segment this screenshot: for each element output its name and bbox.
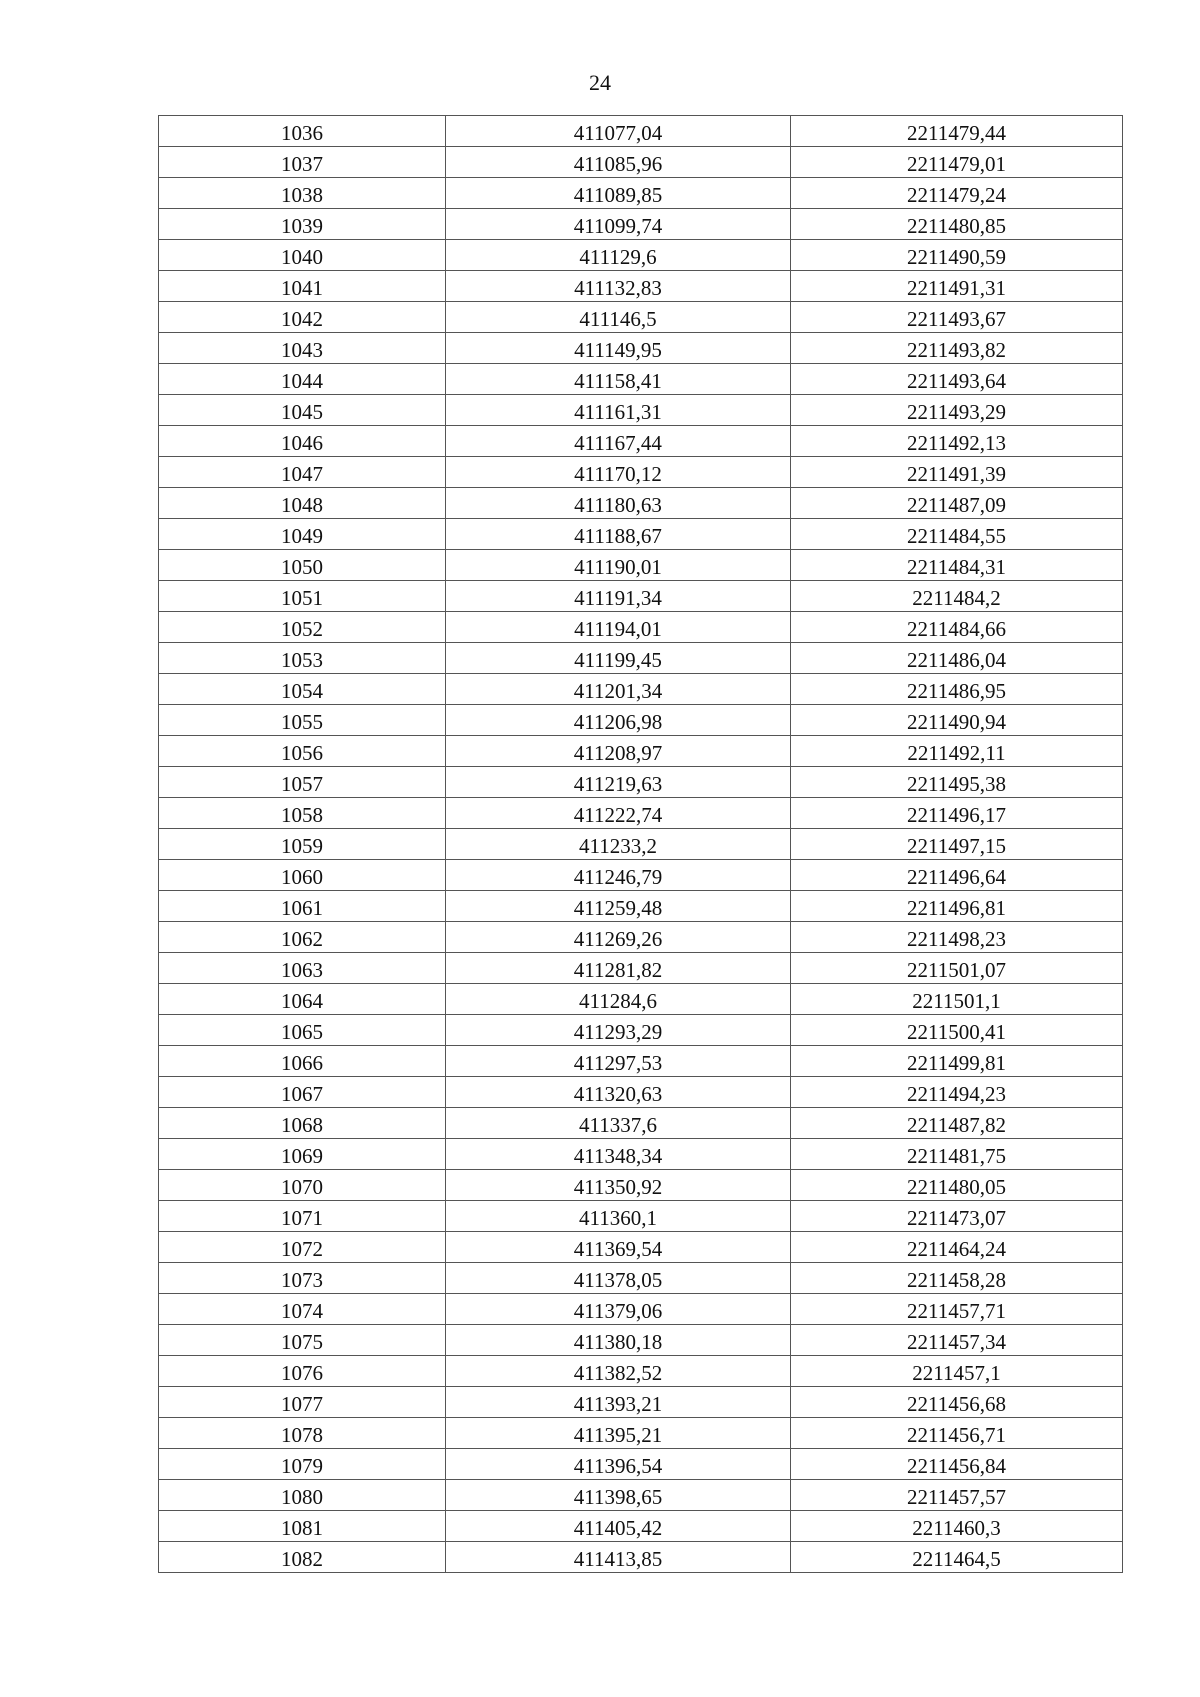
y-coordinate-cell: 2211498,23 (791, 922, 1123, 953)
point-number-cell: 1053 (159, 643, 446, 674)
point-number-cell: 1068 (159, 1108, 446, 1139)
y-coordinate-cell: 2211484,66 (791, 612, 1123, 643)
point-number-cell: 1059 (159, 829, 446, 860)
point-number-cell: 1058 (159, 798, 446, 829)
table-row (159, 519, 1123, 550)
point-number-cell: 1076 (159, 1356, 446, 1387)
table-row (159, 1232, 1123, 1263)
table-row (159, 1449, 1123, 1480)
table-row (159, 1480, 1123, 1511)
y-coordinate-cell: 2211480,05 (791, 1170, 1123, 1201)
x-coordinate-cell: 411161,31 (446, 395, 791, 426)
table-row (159, 984, 1123, 1015)
x-coordinate-cell: 411281,82 (446, 953, 791, 984)
point-number-cell: 1038 (159, 178, 446, 209)
point-number-cell: 1062 (159, 922, 446, 953)
point-number-cell: 1064 (159, 984, 446, 1015)
y-coordinate-cell: 2211480,85 (791, 209, 1123, 240)
x-coordinate-cell: 411132,83 (446, 271, 791, 302)
y-coordinate-cell: 2211497,15 (791, 829, 1123, 860)
point-number-cell: 1045 (159, 395, 446, 426)
point-number-cell: 1048 (159, 488, 446, 519)
point-number-cell: 1060 (159, 860, 446, 891)
x-coordinate-cell: 411269,26 (446, 922, 791, 953)
point-number-cell: 1067 (159, 1077, 446, 1108)
y-coordinate-cell: 2211457,1 (791, 1356, 1123, 1387)
y-coordinate-cell: 2211496,17 (791, 798, 1123, 829)
x-coordinate-cell: 411188,67 (446, 519, 791, 550)
point-number-cell: 1073 (159, 1263, 446, 1294)
page-number: 24 (589, 70, 611, 95)
point-number-cell: 1061 (159, 891, 446, 922)
table-row (159, 1170, 1123, 1201)
x-coordinate-cell: 411393,21 (446, 1387, 791, 1418)
x-coordinate-cell: 411167,44 (446, 426, 791, 457)
table-row (159, 1077, 1123, 1108)
x-coordinate-cell: 411170,12 (446, 457, 791, 488)
y-coordinate-cell: 2211484,31 (791, 550, 1123, 581)
table-row (159, 116, 1123, 147)
x-coordinate-cell: 411382,52 (446, 1356, 791, 1387)
point-number-cell: 1080 (159, 1480, 446, 1511)
table-row (159, 736, 1123, 767)
point-number-cell: 1063 (159, 953, 446, 984)
x-coordinate-cell: 411284,6 (446, 984, 791, 1015)
y-coordinate-cell: 2211481,75 (791, 1139, 1123, 1170)
x-coordinate-cell: 411246,79 (446, 860, 791, 891)
x-coordinate-cell: 411146,5 (446, 302, 791, 333)
y-coordinate-cell: 2211484,55 (791, 519, 1123, 550)
table-row (159, 1263, 1123, 1294)
table-row (159, 147, 1123, 178)
x-coordinate-cell: 411337,6 (446, 1108, 791, 1139)
y-coordinate-cell: 2211464,24 (791, 1232, 1123, 1263)
point-number-cell: 1065 (159, 1015, 446, 1046)
point-number-cell: 1074 (159, 1294, 446, 1325)
table-row (159, 1356, 1123, 1387)
table-row (159, 1046, 1123, 1077)
x-coordinate-cell: 411129,6 (446, 240, 791, 271)
x-coordinate-cell: 411099,74 (446, 209, 791, 240)
x-coordinate-cell: 411201,34 (446, 674, 791, 705)
point-number-cell: 1042 (159, 302, 446, 333)
point-number-cell: 1039 (159, 209, 446, 240)
x-coordinate-cell: 411293,29 (446, 1015, 791, 1046)
y-coordinate-cell: 2211460,3 (791, 1511, 1123, 1542)
table-row (159, 767, 1123, 798)
x-coordinate-cell: 411259,48 (446, 891, 791, 922)
table-row (159, 333, 1123, 364)
y-coordinate-cell: 2211496,64 (791, 860, 1123, 891)
point-number-cell: 1043 (159, 333, 446, 364)
x-coordinate-cell: 411158,41 (446, 364, 791, 395)
point-number-cell: 1081 (159, 1511, 446, 1542)
y-coordinate-cell: 2211456,71 (791, 1418, 1123, 1449)
table-row (159, 271, 1123, 302)
table-row (159, 643, 1123, 674)
x-coordinate-cell: 411077,04 (446, 116, 791, 147)
point-number-cell: 1052 (159, 612, 446, 643)
table-row (159, 829, 1123, 860)
x-coordinate-cell: 411297,53 (446, 1046, 791, 1077)
table-row (159, 1325, 1123, 1356)
y-coordinate-cell: 2211487,09 (791, 488, 1123, 519)
y-coordinate-cell: 2211464,5 (791, 1542, 1123, 1573)
coordinates-table-body (159, 116, 1123, 1573)
table-row (159, 1139, 1123, 1170)
table-row (159, 1294, 1123, 1325)
x-coordinate-cell: 411194,01 (446, 612, 791, 643)
table-row (159, 1542, 1123, 1573)
table-row (159, 922, 1123, 953)
table-row (159, 1108, 1123, 1139)
table-row (159, 891, 1123, 922)
x-coordinate-cell: 411191,34 (446, 581, 791, 612)
y-coordinate-cell: 2211479,01 (791, 147, 1123, 178)
point-number-cell: 1069 (159, 1139, 446, 1170)
point-number-cell: 1036 (159, 116, 446, 147)
table-row (159, 364, 1123, 395)
table-row (159, 1015, 1123, 1046)
point-number-cell: 1078 (159, 1418, 446, 1449)
point-number-cell: 1046 (159, 426, 446, 457)
x-coordinate-cell: 411398,65 (446, 1480, 791, 1511)
point-number-cell: 1040 (159, 240, 446, 271)
y-coordinate-cell: 2211493,29 (791, 395, 1123, 426)
y-coordinate-cell: 2211495,38 (791, 767, 1123, 798)
y-coordinate-cell: 2211491,31 (791, 271, 1123, 302)
y-coordinate-cell: 2211479,24 (791, 178, 1123, 209)
point-number-cell: 1056 (159, 736, 446, 767)
table-row (159, 1201, 1123, 1232)
y-coordinate-cell: 2211490,94 (791, 705, 1123, 736)
y-coordinate-cell: 2211491,39 (791, 457, 1123, 488)
table-row (159, 550, 1123, 581)
point-number-cell: 1072 (159, 1232, 446, 1263)
y-coordinate-cell: 2211458,28 (791, 1263, 1123, 1294)
x-coordinate-cell: 411405,42 (446, 1511, 791, 1542)
table-row (159, 240, 1123, 271)
y-coordinate-cell: 2211493,82 (791, 333, 1123, 364)
x-coordinate-cell: 411180,63 (446, 488, 791, 519)
x-coordinate-cell: 411085,96 (446, 147, 791, 178)
point-number-cell: 1037 (159, 147, 446, 178)
y-coordinate-cell: 2211493,67 (791, 302, 1123, 333)
table-row (159, 1511, 1123, 1542)
point-number-cell: 1055 (159, 705, 446, 736)
y-coordinate-cell: 2211501,07 (791, 953, 1123, 984)
point-number-cell: 1051 (159, 581, 446, 612)
table-row (159, 581, 1123, 612)
x-coordinate-cell: 411395,21 (446, 1418, 791, 1449)
table-row (159, 395, 1123, 426)
point-number-cell: 1050 (159, 550, 446, 581)
table-row (159, 953, 1123, 984)
table-row (159, 1418, 1123, 1449)
y-coordinate-cell: 2211496,81 (791, 891, 1123, 922)
x-coordinate-cell: 411219,63 (446, 767, 791, 798)
y-coordinate-cell: 2211499,81 (791, 1046, 1123, 1077)
table-row (159, 457, 1123, 488)
table-row (159, 488, 1123, 519)
x-coordinate-cell: 411089,85 (446, 178, 791, 209)
table-row (159, 674, 1123, 705)
y-coordinate-cell: 2211492,11 (791, 736, 1123, 767)
point-number-cell: 1071 (159, 1201, 446, 1232)
y-coordinate-cell: 2211457,34 (791, 1325, 1123, 1356)
x-coordinate-cell: 411348,34 (446, 1139, 791, 1170)
x-coordinate-cell: 411380,18 (446, 1325, 791, 1356)
x-coordinate-cell: 411320,63 (446, 1077, 791, 1108)
point-number-cell: 1054 (159, 674, 446, 705)
y-coordinate-cell: 2211501,1 (791, 984, 1123, 1015)
table-row (159, 426, 1123, 457)
point-number-cell: 1057 (159, 767, 446, 798)
table-row (159, 612, 1123, 643)
table-row (159, 860, 1123, 891)
y-coordinate-cell: 2211500,41 (791, 1015, 1123, 1046)
x-coordinate-cell: 411396,54 (446, 1449, 791, 1480)
y-coordinate-cell: 2211456,68 (791, 1387, 1123, 1418)
y-coordinate-cell: 2211486,04 (791, 643, 1123, 674)
y-coordinate-cell: 2211486,95 (791, 674, 1123, 705)
y-coordinate-cell: 2211456,84 (791, 1449, 1123, 1480)
point-number-cell: 1075 (159, 1325, 446, 1356)
table-row (159, 1387, 1123, 1418)
y-coordinate-cell: 2211492,13 (791, 426, 1123, 457)
y-coordinate-cell: 2211457,71 (791, 1294, 1123, 1325)
y-coordinate-cell: 2211457,57 (791, 1480, 1123, 1511)
x-coordinate-cell: 411149,95 (446, 333, 791, 364)
point-number-cell: 1077 (159, 1387, 446, 1418)
x-coordinate-cell: 411190,01 (446, 550, 791, 581)
point-number-cell: 1049 (159, 519, 446, 550)
y-coordinate-cell: 2211494,23 (791, 1077, 1123, 1108)
point-number-cell: 1070 (159, 1170, 446, 1201)
x-coordinate-cell: 411369,54 (446, 1232, 791, 1263)
point-number-cell: 1066 (159, 1046, 446, 1077)
x-coordinate-cell: 411379,06 (446, 1294, 791, 1325)
y-coordinate-cell: 2211487,82 (791, 1108, 1123, 1139)
table-row (159, 798, 1123, 829)
x-coordinate-cell: 411350,92 (446, 1170, 791, 1201)
point-number-cell: 1082 (159, 1542, 446, 1573)
x-coordinate-cell: 411208,97 (446, 736, 791, 767)
y-coordinate-cell: 2211473,07 (791, 1201, 1123, 1232)
table-row (159, 705, 1123, 736)
x-coordinate-cell: 411199,45 (446, 643, 791, 674)
y-coordinate-cell: 2211493,64 (791, 364, 1123, 395)
point-number-cell: 1044 (159, 364, 446, 395)
x-coordinate-cell: 411233,2 (446, 829, 791, 860)
x-coordinate-cell: 411360,1 (446, 1201, 791, 1232)
x-coordinate-cell: 411222,74 (446, 798, 791, 829)
point-number-cell: 1079 (159, 1449, 446, 1480)
y-coordinate-cell: 2211479,44 (791, 116, 1123, 147)
coordinates-table (158, 115, 1123, 1573)
table-row (159, 302, 1123, 333)
x-coordinate-cell: 411206,98 (446, 705, 791, 736)
point-number-cell: 1041 (159, 271, 446, 302)
y-coordinate-cell: 2211490,59 (791, 240, 1123, 271)
point-number-cell: 1047 (159, 457, 446, 488)
x-coordinate-cell: 411378,05 (446, 1263, 791, 1294)
table-row (159, 209, 1123, 240)
table-row (159, 178, 1123, 209)
x-coordinate-cell: 411413,85 (446, 1542, 791, 1573)
y-coordinate-cell: 2211484,2 (791, 581, 1123, 612)
